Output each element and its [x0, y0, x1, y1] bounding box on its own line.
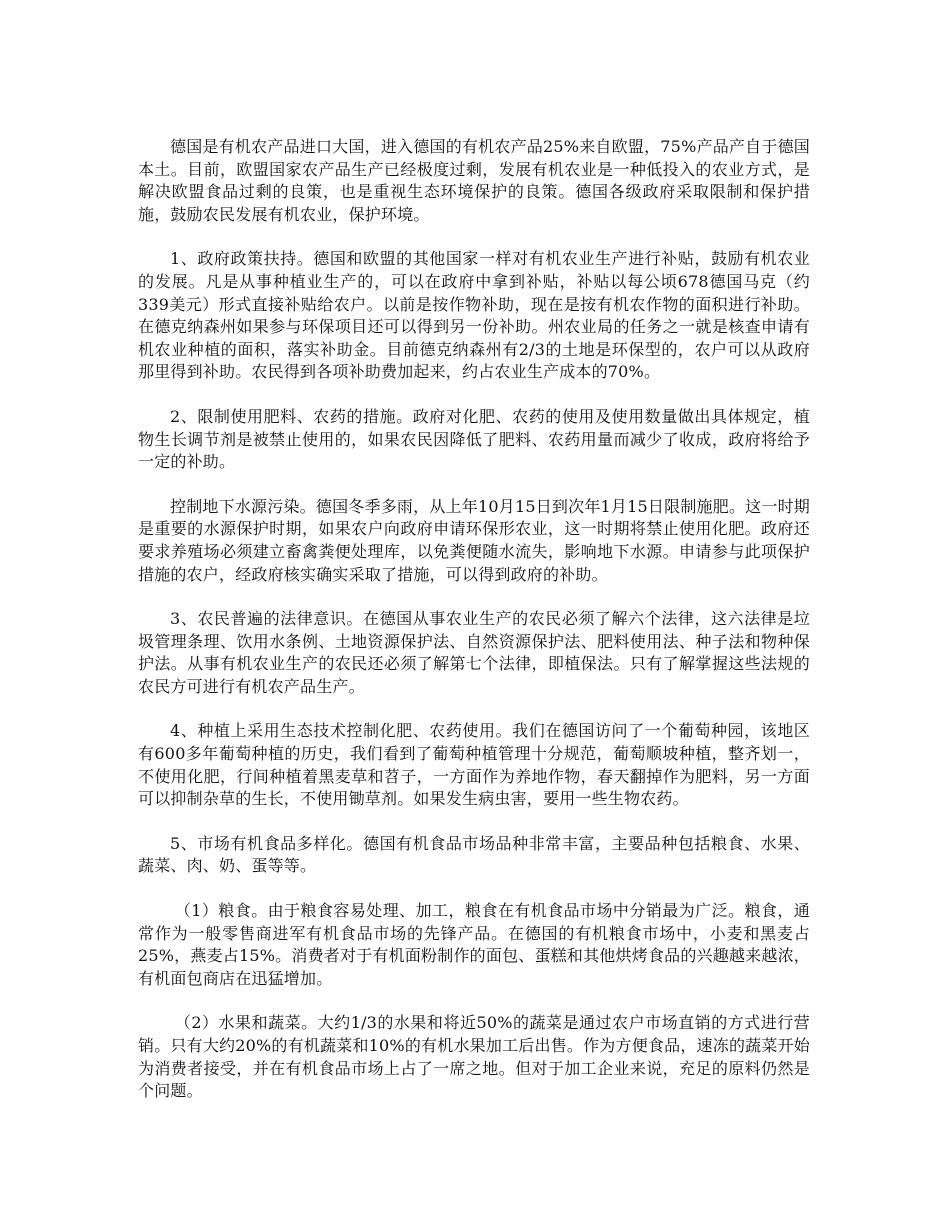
paragraph-market-diversity: 5、市场有机食品多样化。德国有机食品市场品种非常丰富，主要品种包括粮食、水果、蔬菜、肉、奶、蛋等等。: [138, 833, 810, 876]
paragraph-groundwater: 控制地下水源污染。德国冬季多雨，从上年10月15日到次年1月15日限制施肥。这一时期是重要的水源保护时期，如果农户向政府申请环保形农业，这一时期将禁止使用化肥。政府还要求养殖场必须建立畜禽粪便处理库，以免粪便随水流失，影响地下水源。申请参与此项保护措施的农户，经政府核实确实采取了措施，可以得到政府的补助。: [138, 496, 810, 584]
paragraph-ecological-tech: 4、种植上采用生态技术控制化肥、农药使用。我们在德国访问了一个葡萄种园，该地区有600多年葡萄种植的历史，我们看到了葡萄种植管理十分规范，葡萄顺坡种植，整齐划一，不使用化肥，行间种植着黑麦草和苕子，一方面作为养地作物，春天翻掉作为肥料，另一方面可以抑制杂草的生长，不使用锄草剂。如果发生病虫害，要用一些生物农药。: [138, 721, 810, 809]
paragraph-grain: （1）粮食。由于粮食容易处理、加工，粮食在有机食品市场中分销最为广泛。粮食，通常作为一般零售商进军有机食品市场的先锋产品。在德国的有机粮食市场中，小麦和黑麦占25%，燕麦占15%。消费者对于有机面粉制作的面包、蛋糕和其他烘烤食品的兴趣越来越浓，有机面包商店在迅猛增加。: [138, 901, 810, 988]
document-body: [138, 136, 810, 1125]
paragraph-legal-awareness: 3、农民普遍的法律意识。在德国从事农业生产的农民必须了解六个法律，这六法律是垃圾管理条理、饮用水条例、土地资源保护法、自然资源保护法、肥料使用法、种子法和物种保护法。从事有机农业生产的农民还必须了解第七个法律，即植保法。只有了解掌握这些法规的农民方可进行有机农产品生产。: [138, 609, 810, 696]
paragraph-policy-support: 1、政府政策扶持。德国和欧盟的其他国家一样对有机农业生产进行补贴，鼓励有机农业的发展。凡是从事种植业生产的，可以在政府中拿到补贴，补贴以每公顷678德国马克（约339美元）形式直接补贴给农户。以前是按作物补助，现在是按有机农作物的面积进行补助。在德克纳森州如果参与环保项目还可以得到另一份补助。州农业局的任务之一就是核查申请有机农业种植的面积，落实补助金。目前德克纳森州有2/3的土地是环保型的，农户可以从政府那里得到补助。农民得到各项补助费加起来，约占农业生产成本的70%。: [138, 249, 810, 382]
paragraph-fruit-vegetables: （2）水果和蔬菜。大约1/3的水果和将近50%的蔬菜是通过农户市场直销的方式进行营销。只有大约20%的有机蔬菜和10%的有机水果加工后出售。作为方便食品，速冻的蔬菜开始为消费者接受，并在有机食品市场上占了一席之地。但对于加工企业来说，充足的原料仍然是个问题。: [138, 1013, 810, 1101]
paragraph-intro: 德国是有机农产品进口大国，进入德国的有机农产品25%来自欧盟，75%产品产自于德国本土。目前，欧盟国家农产品生产已经极度过剩，发展有机农业是一种低投入的农业方式，是解决欧盟食品过剩的良策，也是重视生态环境保护的良策。德国各级政府采取限制和保护措施，鼓励农民发展有机农业，保护环境。: [138, 137, 810, 224]
paragraph-fertilizer-restriction: 2、限制使用肥料、农药的措施。政府对化肥、农药的使用及使用数量做出具体规定，植物生长调节剂是被禁止使用的，如果农民因降低了肥料、农药用量而减少了收成，政府将给予一定的补助。: [138, 406, 810, 472]
